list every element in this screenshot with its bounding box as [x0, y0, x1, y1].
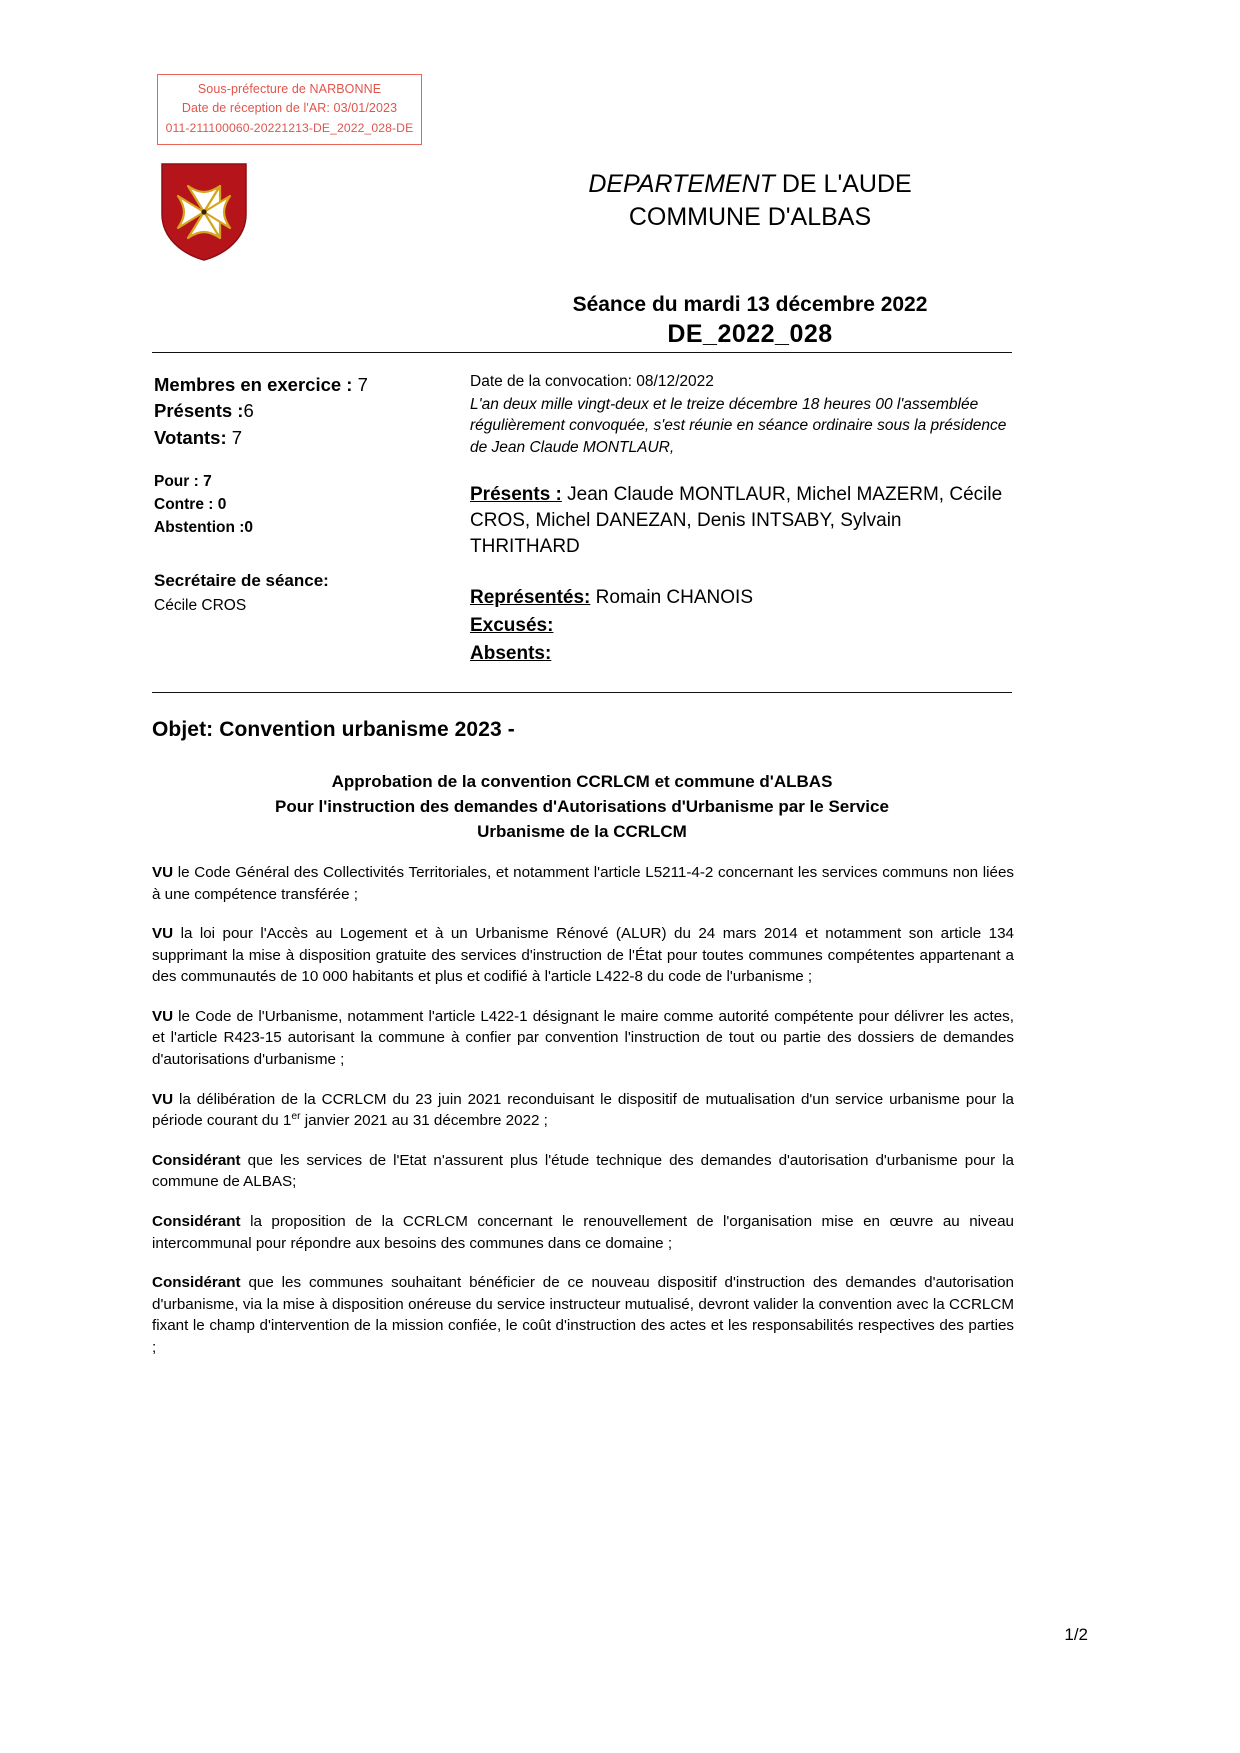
attendees-excused — [470, 613, 1015, 640]
attendees-represented — [470, 585, 1015, 612]
clause-considerant-3 — [152, 1272, 1014, 1358]
members-voting-label: Votants: — [154, 426, 232, 448]
department-line — [470, 168, 1030, 201]
vote-tally — [154, 471, 454, 540]
votes-abstention: Abstention :0 — [154, 518, 254, 536]
members-present — [154, 398, 454, 424]
attendees-present-label: Présents : — [470, 484, 562, 506]
convocation-column — [470, 372, 1015, 669]
deliberation-body — [152, 862, 1014, 1376]
attendees-represented-names: Romain CHANOIS — [590, 586, 753, 608]
clause-keyword: Considérant — [152, 1213, 241, 1230]
ordinal-suffix: er — [291, 1111, 301, 1123]
votes-for: Pour : 7 — [154, 472, 212, 490]
clause-vu-2 — [152, 923, 1014, 988]
document-header-titles — [470, 168, 1030, 235]
deliberation-number: DE_2022_028 — [667, 320, 833, 349]
attendees-absent — [470, 641, 1015, 668]
clause-keyword: VU — [152, 1007, 174, 1025]
subject-subtitle-line-3: Urbanisme de la CCRLCM — [477, 821, 687, 841]
members-present-label: Présents : — [154, 400, 244, 422]
subject-subtitle-line-2: Pour l'instruction des demandes d'Autorisations d'Urbanisme par le Service — [275, 796, 889, 816]
ar-reception-stamp — [157, 74, 422, 145]
votes-against: Contre : 0 — [154, 495, 227, 513]
attendees-present-names: Jean Claude MONTLAUR, Michel MAZERM, Cécile CROS, Michel DANEZAN, Denis INTSABY, Sylvain THRITHARD — [470, 484, 1003, 558]
divider-middle — [152, 692, 1012, 693]
clause-vu-1 — [152, 862, 1014, 905]
session-header — [470, 292, 1030, 349]
department-name: DEPARTEMENT — [588, 170, 775, 198]
clause-text: la proposition de la CCRLCM concernant le renouvellement de l'organisation mise en œuvre au niveau intercommunal pour répondre aux besoins des communes dans ce domaine ; — [152, 1213, 1014, 1252]
attendees-excused-label: Excusés: — [470, 614, 554, 636]
members-voting-value: 7 — [231, 426, 243, 448]
clause-considerant-2 — [152, 1211, 1014, 1254]
convocation-date: Date de la convocation: 08/12/2022 — [470, 373, 714, 390]
clause-text-b: janvier 2021 au 31 décembre 2022 ; — [300, 1112, 548, 1130]
clause-keyword: VU — [152, 864, 174, 881]
stamp-line-date: Date de réception de l'AR: 03/01/2023 — [181, 101, 398, 116]
attendance-summary-column — [154, 372, 454, 615]
clause-keyword: Considérant — [152, 1274, 241, 1292]
clause-keyword: VU — [152, 1090, 174, 1108]
clause-text: le Code Général des Collectivités Territoriales, et notamment l'article L5211-4-2 concernant les services communs non liées à une compétence transférée ; — [152, 864, 1014, 903]
subject-subtitle — [152, 770, 1012, 845]
department-suffix: DE L'AUDE — [774, 170, 912, 198]
stamp-line-reference: 011-211100060-20221213-DE_2022_028-DE — [165, 120, 414, 135]
clause-text: la loi pour l'Accès au Logement et à un Urbanisme Rénové (ALUR) du 24 mars 2014 et notamment son article 134 supprimant la mise à disposition gratuite des services d'instruction de l'État pour toutes communes compétentes appartenant a des communautés de 10 000 habitants et plus et codifié à l'article L422-8 du code de l'urbanisme ; — [152, 925, 1014, 986]
clause-considerant-1 — [152, 1150, 1014, 1193]
clause-vu-3 — [152, 1006, 1014, 1071]
page-number: 1/2 — [1064, 1625, 1088, 1644]
attendees-represented-label: Représentés: — [470, 586, 591, 608]
clause-vu-4 — [152, 1089, 1014, 1132]
attendees-other — [470, 585, 1015, 668]
subject-title: Objet: Convention urbanisme 2023 - — [152, 718, 515, 741]
stamp-line-prefecture: Sous-préfecture de NARBONNE — [197, 82, 382, 96]
clause-text: le Code de l'Urbanisme, notamment l'article L422-1 désignant le maire comme autorité compétente pour délivrer les actes, et l'article R423-15 autorisant la commune à confier par convention l'instruction de tout ou partie des dossiers de demandes d'autorisations d'urbanisme ; — [152, 1007, 1014, 1069]
members-in-office-value: 7 — [357, 374, 368, 395]
convocation-preamble: L'an deux mille vingt-deux et le treize décembre 18 heures 00 l'assemblée régulièrement convoquée, s'est réunie en séance ordinaire sous la présidence de Jean Claude MONTLAUR, — [470, 395, 1007, 456]
commune-name: COMMUNE D'ALBAS — [628, 203, 872, 232]
attendees-present — [470, 482, 1015, 561]
session-secretary-label: Secrétaire de séance: — [154, 570, 329, 590]
session-secretary-name: Cécile CROS — [154, 596, 247, 614]
clause-text: que les communes souhaitant bénéficier de ce nouveau dispositif d'instruction des demandes d'autorisation d'urbanisme, via la mise à disposition onéreuse du service instructeur mutualisé, devront valider la convention avec la CCRLCM fixant le champ d'intervention de la mission confiée, le coût d'instruction des actes et les responsabilités respectives des parties ; — [152, 1274, 1014, 1356]
clause-text: que les services de l'Etat n'assurent plus l'étude technique des demandes d'autorisation d'urbanisme pour la commune de ALBAS; — [152, 1151, 1014, 1191]
member-counts — [154, 372, 454, 451]
clause-keyword: Considérant — [152, 1151, 241, 1169]
members-present-value: 6 — [243, 400, 254, 422]
members-voting — [154, 425, 454, 451]
divider-top — [152, 352, 1012, 353]
coat-of-arms — [160, 162, 248, 262]
members-in-office — [154, 372, 454, 398]
clause-keyword: VU — [152, 925, 174, 943]
attendees-absent-label: Absents: — [470, 642, 552, 664]
clause-text-a: la délibération de la CCRLCM du 23 juin 2021 reconduisant le dispositif de mutualisation d'un service urbanisme pour la période courant du 1 — [152, 1090, 1014, 1130]
subject-subtitle-line-1: Approbation de la convention CCRLCM et commune d'ALBAS — [331, 772, 833, 791]
members-in-office-label: Membres en exercice : — [154, 374, 358, 395]
session-date: Séance du mardi 13 décembre 2022 — [572, 293, 928, 316]
shield-icon — [160, 162, 248, 262]
session-secretary — [154, 570, 454, 615]
